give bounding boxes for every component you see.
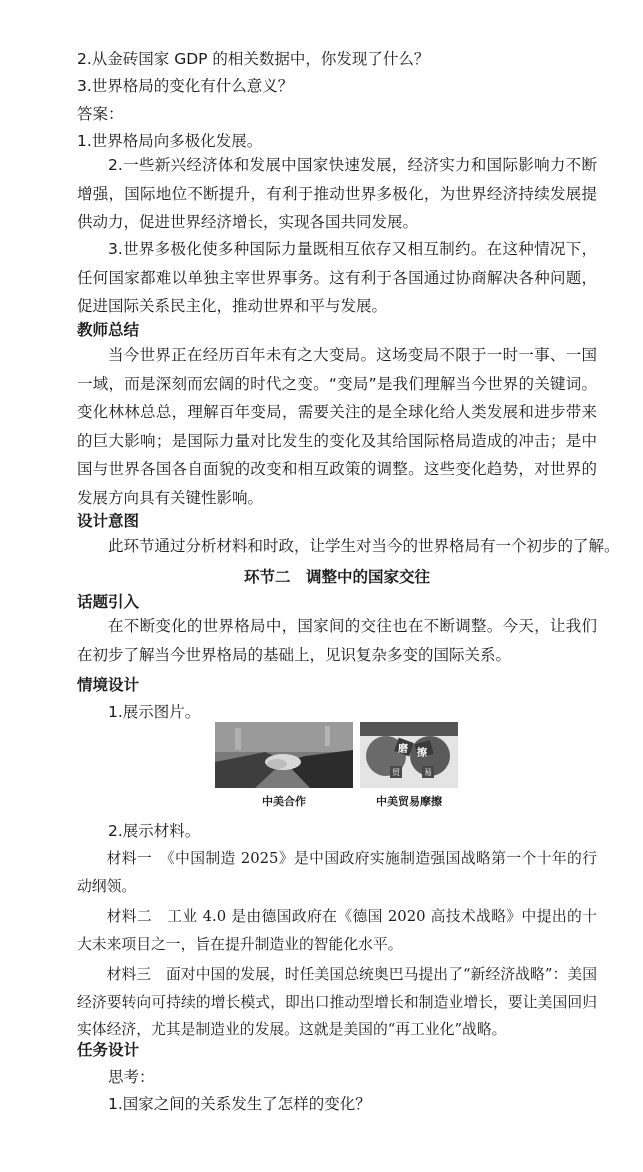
section-2-title: 环节二 调整中的国家交往 — [243, 568, 430, 586]
caption-trade-friction: 中美贸易摩擦 — [376, 795, 442, 808]
question-2: 2.从金砖国家 GDP 的相关数据中，你发现了什么？ — [77, 50, 430, 68]
design-intent-text: 此环节通过分析材料和时政，让学生对当今的世界格局有一个初步的了解。 — [108, 537, 620, 555]
boxing-gloves-illustration — [360, 722, 458, 788]
material-1: 材料一 《中国制造 2025》是中国政府实施制造强国战略第一个十年的行动纲领。 — [77, 850, 597, 895]
caption-cooperation: 中美合作 — [262, 795, 306, 808]
topic-intro-heading: 话题引入 — [77, 593, 140, 611]
tag-mo: 磨 — [398, 744, 408, 755]
tag-mao: 贸 — [392, 768, 400, 777]
task-think: 思考： — [108, 1068, 155, 1086]
material-2: 材料二 工业 4.0 是由德国政府在《德国 2020 高技术战略》中提出的十大未来项目之一，旨在提升制造业的智能化水平。 — [77, 908, 597, 953]
scenario-heading: 情境设计 — [77, 676, 140, 694]
answer-1: 1.世界格局向多极化发展。 — [77, 132, 263, 150]
topic-intro-text: 在不断变化的世界格局中，国家间的交往也在不断调整。今天，让我们在初步了解当今世界格局的基础上，见识复杂多变的国际关系。 — [77, 617, 597, 664]
material-3: 材料三 面对中国的发展，时任美国总统奥巴马提出了“新经济战略”：美国经济要转向可持续的增长模式，即出口推动型增长和制造业增长，要让美国回归实体经济，尤其是制造业的发展。这就是美国的“再工业化”战略。 — [77, 966, 597, 1038]
answer-label: 答案： — [77, 105, 124, 123]
teacher-summary-text: 当今世界正在经历百年未有之大变局。这场变局不限于一时一事、一国一域，而是深刻而宏阔的时代之变。“变局”是我们理解当今世界的关键词。变化林林总总，理解百年变局，需要关注的是全球化给人类发展和进步带来的巨大影响；是国际力量对比发生的变化及其给国际格局造成的冲击；是中国与世界各国各自面貌的改变和相互政策的调整。这些变化趋势，对世界的发展方向具有关键性影响。 — [77, 346, 597, 507]
tag-ca: 擦 — [417, 748, 427, 759]
task-question-1: 1.国家之间的关系发生了怎样的变化？ — [108, 1095, 371, 1113]
task-heading: 任务设计 — [77, 1041, 140, 1059]
teacher-summary-heading: 教师总结 — [77, 321, 140, 339]
answer-2: 2.一些新兴经济体和发展中国家快速发展，经济实力和国际影响力不断增强，国际地位不断提升，有利于推动世界多极化，为世界经济持续发展提供动力，促进世界经济增长，实现各国共同发展。 — [77, 156, 597, 231]
image-trade-friction — [360, 722, 458, 788]
scenario-item-1: 1.展示图片。 — [108, 703, 201, 721]
image-handshake — [215, 722, 353, 788]
design-intent-heading: 设计意图 — [77, 512, 140, 530]
handshake-illustration — [215, 722, 353, 788]
question-3: 3.世界格局的变化有什么意义？ — [77, 77, 294, 95]
scenario-item-2: 2.展示材料。 — [108, 822, 201, 840]
tag-yi: 易 — [424, 768, 432, 777]
answer-3: 3.世界多极化使多种国际力量既相互依存又相互制约。在这种情况下，任何国家都难以单独主宰世界事务。这有利于各国通过协商解决各种问题，促进国际关系民主化，推动世界和平与发展。 — [77, 240, 597, 315]
